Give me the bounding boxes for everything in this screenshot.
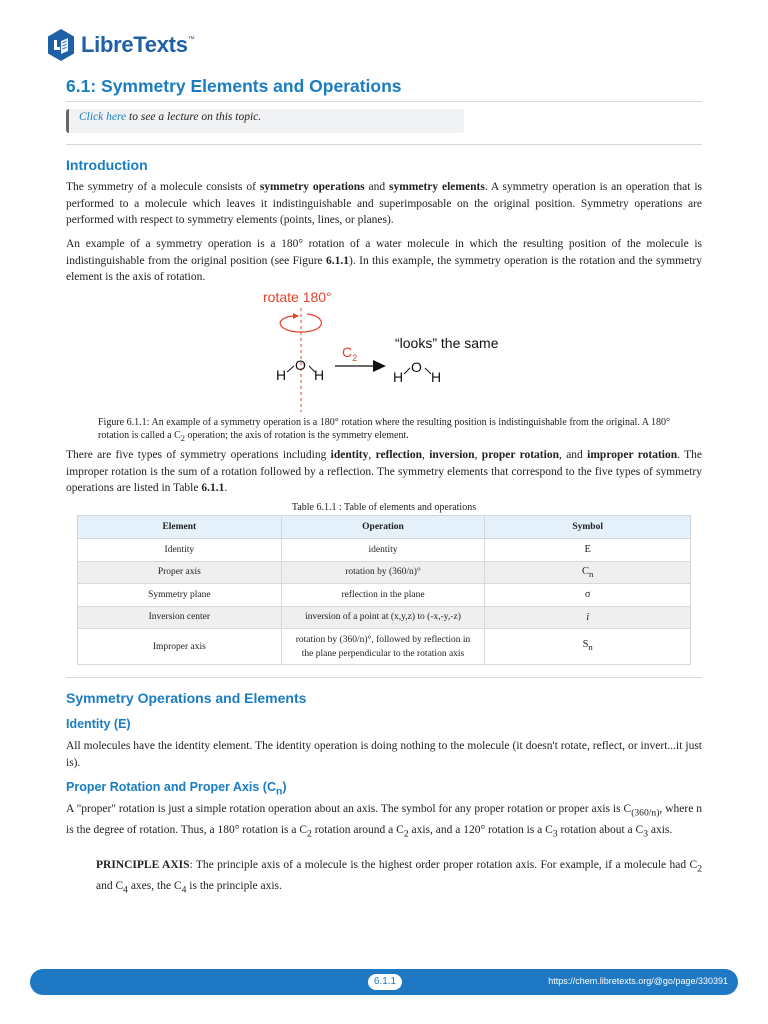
principle-axis-paragraph: PRINCIPLE AXIS: The principle axis of a molecule is the highest order proper rotation axis. For example, if a molecule had $C_2$ and $C_4$ axes, the $C_4$ is the principle axis.	[96, 859, 702, 896]
oxygen-atom-left: O	[295, 357, 306, 373]
section-divider-2	[66, 677, 702, 678]
c2-label: $C_2$	[342, 344, 358, 363]
table-row: Identity identity E	[78, 539, 691, 562]
proper-rotation-paragraph: A "proper" rotation is just a simple rotation operation about an axis. The symbol for any proper rotation or proper axis is $C_{(360/n)}$, where n is the degree of rotation. Thus, a 180° rotation is a $C_2$ rotation around a $C_2$ axis, and a 120° rotation is a $C_3$ rotation about a $C_3$ axis.	[66, 803, 702, 840]
header-operation: Operation	[281, 516, 485, 539]
identity-paragraph: All molecules have the identity element. The identity operation is doing nothing to the molecule (it doesn't rotate, reflect, or invert...it just is).	[66, 740, 702, 769]
figure-ref[interactable]: 6.1.1	[326, 254, 350, 267]
identity-heading: Identity (E)	[66, 717, 131, 731]
symmetry-operations-heading: Symmetry Operations and Elements	[66, 690, 307, 706]
introduction-heading: Introduction	[66, 157, 148, 173]
page-number: 6.1.1	[368, 974, 402, 990]
intro-paragraph-1: The symmetry of a molecule consists of symmetry operations and symmetry elements. A symmetry operation is an operation that is performed to a molecule which leaves it indistinguishable and superimposable on the original position. Symmetry operations are performed with respect to symmetry elements (points, lines, or planes).	[66, 181, 702, 226]
arrow-head-icon	[373, 360, 386, 372]
section-divider	[66, 144, 702, 145]
table-row: Improper axis rotation by (360/n)°, followed by reflection in the plane perpendicular to the rotation axis $S_n$	[78, 629, 691, 665]
elements-table	[77, 515, 691, 665]
hydrogen-atom-right-2: H	[431, 369, 442, 385]
hydrogen-atom-left-2: H	[314, 367, 325, 383]
oxygen-atom-right: O	[411, 359, 422, 375]
logo-trademark: ™	[187, 36, 195, 43]
page-footer	[30, 969, 738, 995]
libretexts-logo[interactable]	[46, 28, 195, 62]
rotate-label: rotate 180°	[263, 289, 332, 305]
types-paragraph: There are five types of symmetry operations including identity, reflection, inversion, proper rotation, and improper rotation. The improper rotation is the sum of a rotation followed by a reflection. The symmetry elements that correspond to the five types of symmetry operations are listed in Table 6.1.1.	[66, 449, 702, 494]
callout-text: to see a lecture on this topic.	[126, 111, 262, 123]
table-header-row	[78, 516, 691, 539]
water-rotation-figure	[255, 284, 525, 416]
figure-caption: Figure 6.1.1: An example of a symmetry operation is a 180° rotation where the resulting position is indistinguishable from the original. A 180° rotation is called a $C_2$ operation; the axis of rotation is the symmetry element.	[98, 417, 670, 443]
hydrogen-atom-left-1: H	[276, 367, 287, 383]
title-divider	[66, 101, 702, 102]
table-ref[interactable]: 6.1.1	[201, 482, 225, 494]
libretexts-logo-icon	[46, 28, 76, 62]
page-title: 6.1: Symmetry Elements and Operations	[66, 76, 402, 96]
looks-same-label: “looks” the same	[395, 335, 499, 351]
hydrogen-atom-right-1: H	[393, 369, 404, 385]
page-url-link[interactable]: https://chem.libretexts.org/@go/page/330391	[548, 976, 728, 986]
table-row: Proper axis rotation by (360/n)° $C_n$	[78, 561, 691, 584]
intro-paragraph-2: An example of a symmetry operation is a 180° rotation of a water molecule in which the resulting position of the molecule is indistinguishable from the original position (see Figure 6.1.1). In this example, the symmetry operation is the rotation and the symmetry element is the axis of rotation.	[66, 238, 702, 283]
lecture-link[interactable]: Click here	[79, 111, 127, 123]
logo-text: LibreTexts	[81, 32, 188, 57]
proper-rotation-heading: Proper Rotation and Proper Axis $(C_n)$	[66, 780, 287, 798]
table-row: Symmetry plane reflection in the plane σ	[78, 584, 691, 607]
header-symbol: Symbol	[485, 516, 691, 539]
table-caption: Table 6.1.1 : Table of elements and operations	[291, 502, 477, 513]
lecture-callout	[66, 109, 464, 133]
header-element: Element	[78, 516, 282, 539]
table-row: Inversion center inversion of a point at (x,y,z) to (-x,-y,-z) i	[78, 606, 691, 629]
